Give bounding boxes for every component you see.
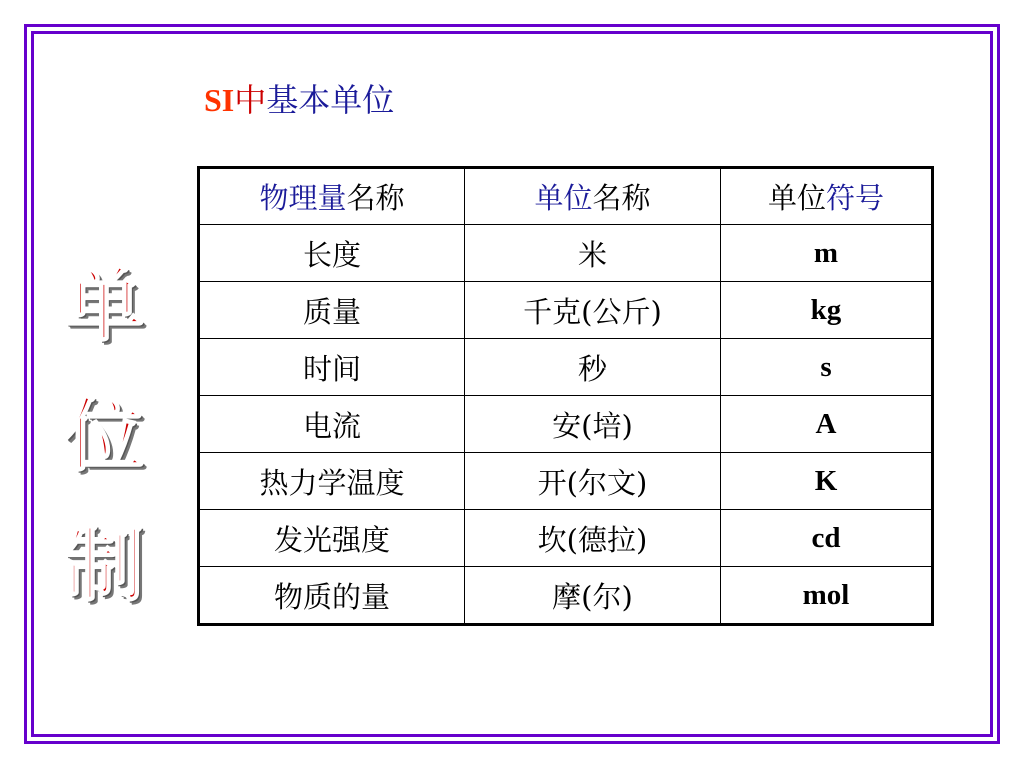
side-title-char: 位 (64, 388, 144, 482)
cell-quantity: 物质的量 (199, 567, 465, 625)
cell-unit: 坎(德拉) (465, 510, 721, 567)
header-quantity-colored: 物理量 (259, 181, 347, 215)
cell-unit: 开(尔文) (465, 453, 721, 510)
cell-unit: 千克(公斤) (465, 282, 721, 339)
table-row (199, 225, 933, 282)
si-units-table (197, 166, 934, 626)
header-quantity-plain: 名称 (346, 181, 405, 215)
cell-quantity: 时间 (199, 339, 465, 396)
cell-symbol: K (721, 453, 933, 510)
title-mid: 中 (234, 81, 267, 119)
title-prefix: SI (204, 82, 235, 118)
cell-unit: 摩(尔) (465, 567, 721, 625)
header-quantity (199, 168, 465, 225)
side-title-char: 单 (64, 258, 144, 352)
title-rest: 基本单位 (266, 81, 395, 119)
table-row (199, 339, 933, 396)
cell-quantity: 发光强度 (199, 510, 465, 567)
side-title-char: 制 (64, 518, 144, 612)
cell-symbol: cd (721, 510, 933, 567)
table-row (199, 567, 933, 625)
cell-symbol: kg (721, 282, 933, 339)
cell-quantity: 质量 (199, 282, 465, 339)
cell-quantity: 电流 (199, 396, 465, 453)
cell-unit: 安(培) (465, 396, 721, 453)
cell-symbol: A (721, 396, 933, 453)
header-symbol (721, 168, 933, 225)
cell-unit: 秒 (465, 339, 721, 396)
table-row (199, 396, 933, 453)
table-row (199, 282, 933, 339)
header-unit (465, 168, 721, 225)
table-row (199, 453, 933, 510)
cell-quantity: 长度 (199, 225, 465, 282)
side-title (56, 250, 152, 620)
header-symbol-colored: 符号 (826, 181, 885, 215)
cell-quantity: 热力学温度 (199, 453, 465, 510)
header-unit-plain: 名称 (592, 181, 651, 215)
cell-unit: 米 (465, 225, 721, 282)
cell-symbol: s (721, 339, 933, 396)
header-symbol-plain: 单位 (767, 181, 826, 215)
header-unit-colored: 单位 (534, 181, 593, 215)
table-row (199, 510, 933, 567)
table-header-row (199, 168, 933, 225)
cell-symbol: m (721, 225, 933, 282)
slide-title (204, 78, 394, 122)
cell-symbol: mol (721, 567, 933, 625)
